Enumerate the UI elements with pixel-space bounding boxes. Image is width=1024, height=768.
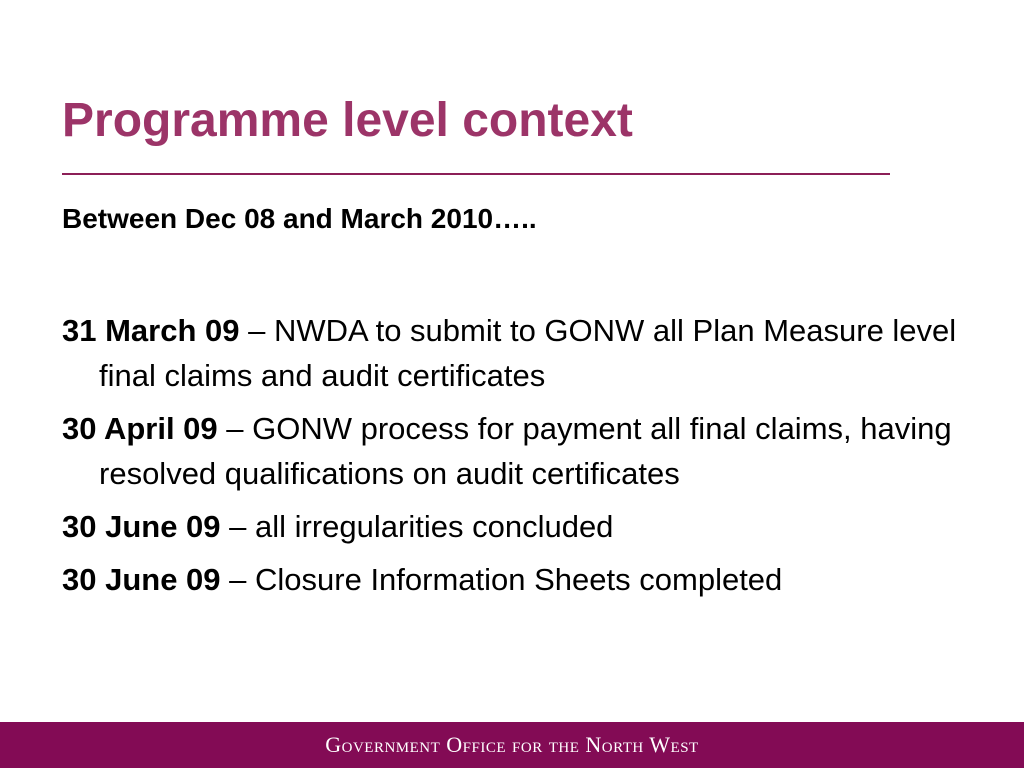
footer-bar <box>0 722 1024 768</box>
timeline-text: – all irregularities concluded <box>220 509 614 544</box>
timeline-item <box>62 557 962 602</box>
timeline-date: 30 April 09 <box>62 411 218 446</box>
slide-title: Programme level context <box>62 94 633 147</box>
timeline-list <box>62 308 962 610</box>
timeline-date: 30 June 09 <box>62 562 221 597</box>
timeline-item <box>62 406 962 496</box>
timeline-text: – NWDA to submit to GONW all Plan Measure level final claims and audit certificates <box>99 313 957 393</box>
timeline-text: – Closure Information Sheets completed <box>220 562 783 597</box>
timeline-text: – GONW process for payment all final claims, having resolved qualifications on audit certificates <box>99 411 952 491</box>
timeline-item <box>62 504 962 549</box>
timeline-date: 30 June 09 <box>62 509 221 544</box>
timeline-date: 31 March 09 <box>62 313 240 348</box>
timeline-item <box>62 308 962 398</box>
title-divider <box>62 173 890 175</box>
slide-subheading: Between Dec 08 and March 2010….. <box>62 203 537 234</box>
footer-organisation-name: Government Office for the North West <box>325 732 699 757</box>
